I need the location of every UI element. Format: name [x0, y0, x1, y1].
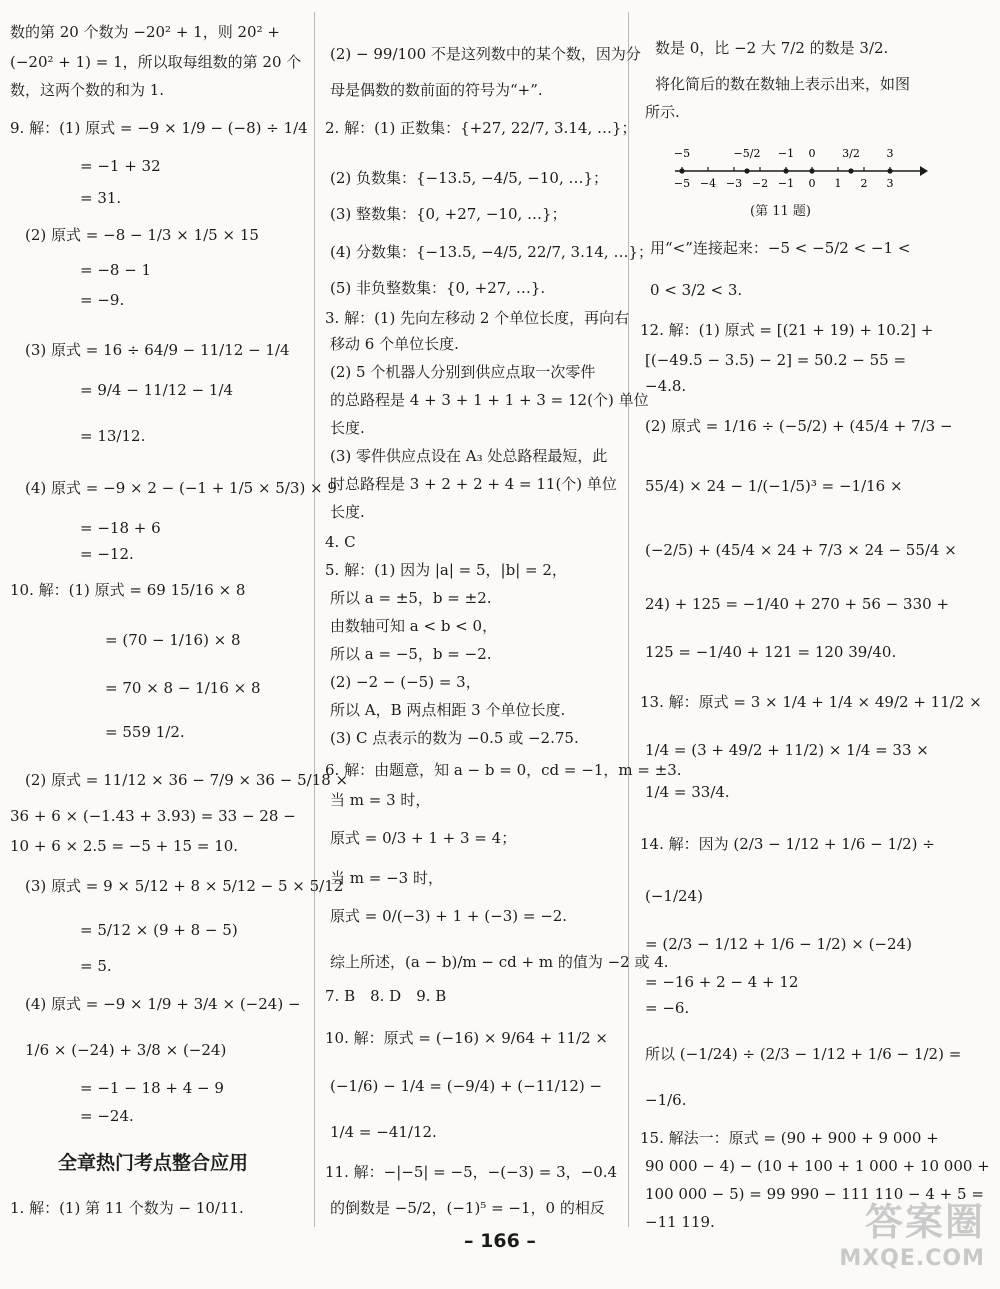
tick-label: 2	[860, 177, 868, 190]
section-title: 全章热门考点整合应用	[58, 1152, 249, 1174]
watermark-url: MXQE.COM	[839, 1246, 985, 1271]
text-line: 数，这两个数的和为 1.	[10, 81, 165, 99]
text-line: = −8 − 1	[80, 261, 152, 279]
text-line: 6. 解：由题意，知 a − b = 0，cd = −1，m = ±3.	[325, 761, 682, 779]
text-line: 时总路程是 3 + 2 + 2 + 4 = 11(个) 单位	[330, 475, 617, 493]
tick-label: 1	[834, 177, 842, 190]
tick-label: 0	[808, 177, 816, 190]
text-line: 所以 a = ±5，b = ±2.	[330, 589, 492, 607]
text-line: (−1/24)	[645, 887, 703, 905]
text-line: (3) 原式 = 9 × 5/12 + 8 × 5/12 − 5 × 5/12	[25, 877, 344, 895]
tick-label: 3	[886, 177, 894, 190]
text-line: = −1 + 32	[80, 157, 161, 175]
text-line: 1/4 = 33/4.	[645, 783, 730, 801]
text-line: 3. 解：(1) 先向左移动 2 个单位长度，再向右	[325, 309, 630, 327]
text-line: = −24.	[80, 1107, 134, 1125]
text-line: 90 000 − 4) − (10 + 100 + 1 000 + 10 000 +	[645, 1157, 990, 1175]
text-line: 100 000 − 5) = 99 990 − 111 110 − 4 + 5 =	[645, 1185, 984, 1203]
text-line: 10. 解：原式 = (−16) × 9/64 + 11/2 ×	[325, 1029, 609, 1047]
point-label: 0	[808, 147, 816, 160]
text-line: 1. 解：(1) 第 11 个数为 − 10/11.	[10, 1199, 244, 1217]
text-line: −1/6.	[645, 1091, 687, 1109]
text-line: (4) 原式 = −9 × 2 − (−1 + 1/5 × 5/3) × 9	[25, 479, 337, 497]
text-line: −11 119.	[645, 1213, 715, 1231]
text-line: 将化简后的数在数轴上表示出来，如图	[655, 75, 911, 93]
text-line: = (2/3 − 1/12 + 1/6 − 1/2) × (−24)	[645, 935, 912, 953]
text-line: 10 + 6 × 2.5 = −5 + 15 = 10.	[10, 837, 239, 855]
column-divider	[628, 12, 629, 1227]
tick-label: −2	[751, 177, 769, 190]
site-watermark	[839, 1191, 985, 1271]
figure-caption: (第 11 题)	[750, 204, 811, 219]
text-line: 36 + 6 × (−1.43 + 3.93) = 33 − 28 −	[10, 807, 296, 825]
text-line: (−20² + 1) = 1，所以取每组数的第 20 个	[10, 53, 302, 71]
text-line: 母是偶数的数前面的符号为“+”.	[330, 81, 543, 99]
text-line: = 5.	[80, 957, 112, 975]
point-label: 3/2	[842, 147, 860, 160]
page-number: – 166 –	[464, 1230, 536, 1252]
text-line: 数是 0，比 −2 大 7/2 的数是 3/2.	[655, 39, 889, 57]
text-line: 2. 解：(1) 正数集：{+27, 22/7, 3.14, …}；	[325, 119, 637, 137]
text-line: = −12.	[80, 545, 134, 563]
number-line-figure	[670, 135, 930, 195]
text-line: (−1/6) − 1/4 = (−9/4) + (−11/12) −	[330, 1077, 603, 1095]
number-point	[887, 168, 892, 173]
text-line: 当 m = −3 时，	[330, 869, 443, 887]
text-line: 1/4 = −41/12.	[330, 1123, 437, 1141]
point-label: −1	[777, 147, 795, 160]
text-line: 原式 = 0/3 + 1 + 3 = 4；	[330, 829, 517, 847]
text-line: (2) 负数集：{−13.5, −4/5, −10, …}；	[330, 169, 609, 187]
text-line: 14. 解：因为 (2/3 − 1/12 + 1/6 − 1/2) ÷	[640, 835, 935, 853]
text-line: = (70 − 1/16) × 8	[105, 631, 241, 649]
point-label: 3	[886, 147, 894, 160]
text-line: 移动 6 个单位长度.	[330, 335, 459, 353]
text-line: 11. 解：−|−5| = −5，−(−3) = 3，−0.4	[325, 1163, 618, 1181]
text-line: (2) −2 − (−5) = 3，	[330, 673, 481, 691]
text-line: 15. 解法一：原式 = (90 + 900 + 9 000 +	[640, 1129, 939, 1147]
text-line: (2) 5 个机器人分别到供应点取一次零件	[330, 363, 596, 381]
text-line: (−2/5) + (45/4 × 24 + 7/3 × 24 − 55/4 ×	[645, 541, 957, 559]
text-line: 所以 A，B 两点相距 3 个单位长度.	[330, 701, 566, 719]
number-point	[848, 168, 853, 173]
number-point	[744, 168, 749, 173]
tick-label: −5	[673, 177, 691, 190]
tick-label: −3	[725, 177, 743, 190]
text-line: = −9.	[80, 291, 125, 309]
column-divider	[314, 12, 315, 1227]
text-line: 综上所述，(a − b)/m − cd + m 的值为 −2 或 4.	[330, 953, 669, 971]
text-line: 的总路程是 4 + 3 + 1 + 1 + 3 = 12(个) 单位	[330, 391, 649, 409]
axis-arrow	[920, 166, 928, 176]
text-line: 长度.	[330, 503, 365, 521]
text-line: (3) 原式 = 16 ÷ 64/9 − 11/12 − 1/4	[25, 341, 290, 359]
watermark-logo-text: 答案圈	[864, 1200, 985, 1244]
text-line: 55/4) × 24 − 1/(−1/5)³ = −1/16 ×	[645, 477, 903, 495]
text-line: 13. 解：原式 = 3 × 1/4 + 1/4 × 49/2 + 11/2 ×	[640, 693, 982, 711]
point-label: −5/2	[733, 147, 761, 160]
text-line: 7. B 8. D 9. B	[325, 987, 447, 1005]
text-line: 1/4 = (3 + 49/2 + 11/2) × 1/4 = 33 ×	[645, 741, 929, 759]
text-line: 1/6 × (−24) + 3/8 × (−24)	[25, 1041, 227, 1059]
text-line: = 13/12.	[80, 427, 146, 445]
text-line: 所以 a = −5，b = −2.	[330, 645, 492, 663]
text-line: 原式 = 0/(−3) + 1 + (−3) = −2.	[330, 907, 568, 925]
text-line: (5) 非负整数集：{0, +27, …}.	[330, 279, 546, 297]
text-line: 12. 解：(1) 原式 = [(21 + 19) + 10.2] +	[640, 321, 934, 339]
text-line: (3) 整数集：{0, +27, −10, …}；	[330, 205, 567, 223]
text-line: (2) 原式 = −8 − 1/3 × 1/5 × 15	[25, 226, 259, 244]
text-line: [(−49.5 − 3.5) − 2] = 50.2 − 55 =	[645, 351, 907, 369]
text-line: 0 < 3/2 < 3.	[650, 281, 743, 299]
text-line: 由数轴可知 a < b < 0，	[330, 617, 498, 635]
text-line: 125 = −1/40 + 121 = 120 39/40.	[645, 643, 897, 661]
text-line: 所以 (−1/24) ÷ (2/3 − 1/12 + 1/6 − 1/2) =	[645, 1045, 962, 1063]
text-line: = −16 + 2 − 4 + 12	[645, 973, 799, 991]
number-point	[783, 168, 788, 173]
point-label: −5	[673, 147, 691, 160]
text-line: 的倒数是 −5/2，(−1)⁵ = −1，0 的相反	[330, 1199, 605, 1217]
text-line: (3) 零件供应点设在 A₃ 处总路程最短，此	[330, 447, 608, 465]
text-line: = 9/4 − 11/12 − 1/4	[80, 381, 234, 399]
text-line: 用“<”连接起来：−5 < −5/2 < −1 <	[650, 239, 911, 257]
text-line: 数的第 20 个数为 −20² + 1，则 20² +	[10, 23, 280, 41]
text-line: 长度.	[330, 419, 365, 437]
text-line: 9. 解：(1) 原式 = −9 × 1/9 − (−8) ÷ 1/4	[10, 119, 308, 137]
text-line: 所示.	[645, 103, 680, 121]
text-line: −4.8.	[645, 377, 687, 395]
text-line: (2) 原式 = 1/16 ÷ (−5/2) + (45/4 + 7/3 −	[645, 417, 953, 435]
text-line: 10. 解：(1) 原式 = 69 15/16 × 8	[10, 581, 246, 599]
text-line: 24) + 125 = −1/40 + 270 + 56 − 330 +	[645, 595, 950, 613]
text-line: = 5/12 × (9 + 8 − 5)	[80, 921, 238, 939]
text-line: 当 m = 3 时，	[330, 791, 431, 809]
text-line: = −18 + 6	[80, 519, 161, 537]
text-line: (2) 原式 = 11/12 × 36 − 7/9 × 36 − 5/18 ×	[25, 771, 349, 789]
text-line: (2) − 99/100 不是这列数中的某个数，因为分	[330, 45, 641, 63]
text-line: (4) 分数集：{−13.5, −4/5, 22/7, 3.14, …}；	[330, 243, 654, 261]
text-line: 4. C	[325, 533, 356, 551]
number-point	[679, 168, 684, 173]
text-line: (4) 原式 = −9 × 1/9 + 3/4 × (−24) −	[25, 995, 301, 1013]
text-line: = 70 × 8 − 1/16 × 8	[105, 679, 261, 697]
text-line: = −1 − 18 + 4 − 9	[80, 1079, 224, 1097]
text-line: = −6.	[645, 999, 690, 1017]
text-line: (3) C 点表示的数为 −0.5 或 −2.75.	[330, 729, 579, 747]
text-line: = 559 1/2.	[105, 723, 185, 741]
tick-label: −4	[699, 177, 717, 190]
number-point	[809, 168, 814, 173]
text-line: = 31.	[80, 189, 122, 207]
tick-label: −1	[777, 177, 795, 190]
text-line: 5. 解：(1) 因为 |a| = 5，|b| = 2，	[325, 561, 567, 579]
